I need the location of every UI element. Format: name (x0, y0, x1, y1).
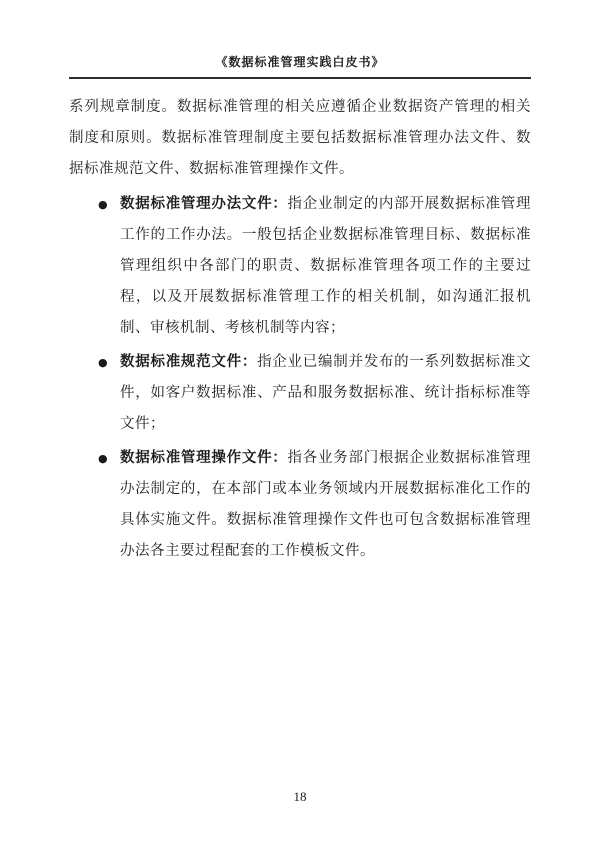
bullet-term: 数据标准规范文件： (120, 354, 258, 370)
header-title: 《数据标准管理实践白皮书》 (215, 55, 385, 69)
page-footer (0, 788, 600, 806)
bullet-description: 指企业制定的内部开展数据标准管理工作的工作办法。一般包括企业数据标准管理目标、数据标准管理组织中各部门的职责、数据标准管理各项工作的主要过程，以及开展数据标准管理工作的相关机制，如沟通汇报机制、审核机制、考核机制等内容； (120, 196, 532, 336)
bullet-icon: ● (98, 198, 109, 211)
bullet-description: 指各业务部门根据企业数据标准管理办法制定的，在本部门或本业务领域内开展数据标准化工作的具体实施文件。数据标准管理操作文件也可包含数据标准管理办法各主要过程配套的工作模板文件。 (120, 450, 532, 559)
bullet-icon: ● (98, 356, 109, 369)
list-item (69, 443, 531, 567)
bullet-term: 数据标准管理操作文件： (120, 450, 288, 466)
list-item (69, 347, 531, 440)
page-header (69, 0, 531, 79)
bullet-description: 指企业已编制并发布的一系列数据标准文件，如客户数据标准、产品和服务数据标准、统计指标标准等文件； (120, 354, 531, 432)
list-item (69, 189, 531, 344)
page-body (69, 92, 531, 567)
lead-paragraph: 系列规章制度。数据标准管理的相关应遵循企业数据资产管理的相关制度和原则。数据标准管理制度主要包括数据标准管理办法文件、数据标准规范文件、数据标准管理操作文件。 (69, 99, 531, 177)
page-number: 18 (293, 789, 307, 804)
bullet-icon: ● (98, 452, 109, 465)
bullet-term: 数据标准管理办法文件： (120, 196, 288, 212)
bullet-list (69, 189, 531, 567)
